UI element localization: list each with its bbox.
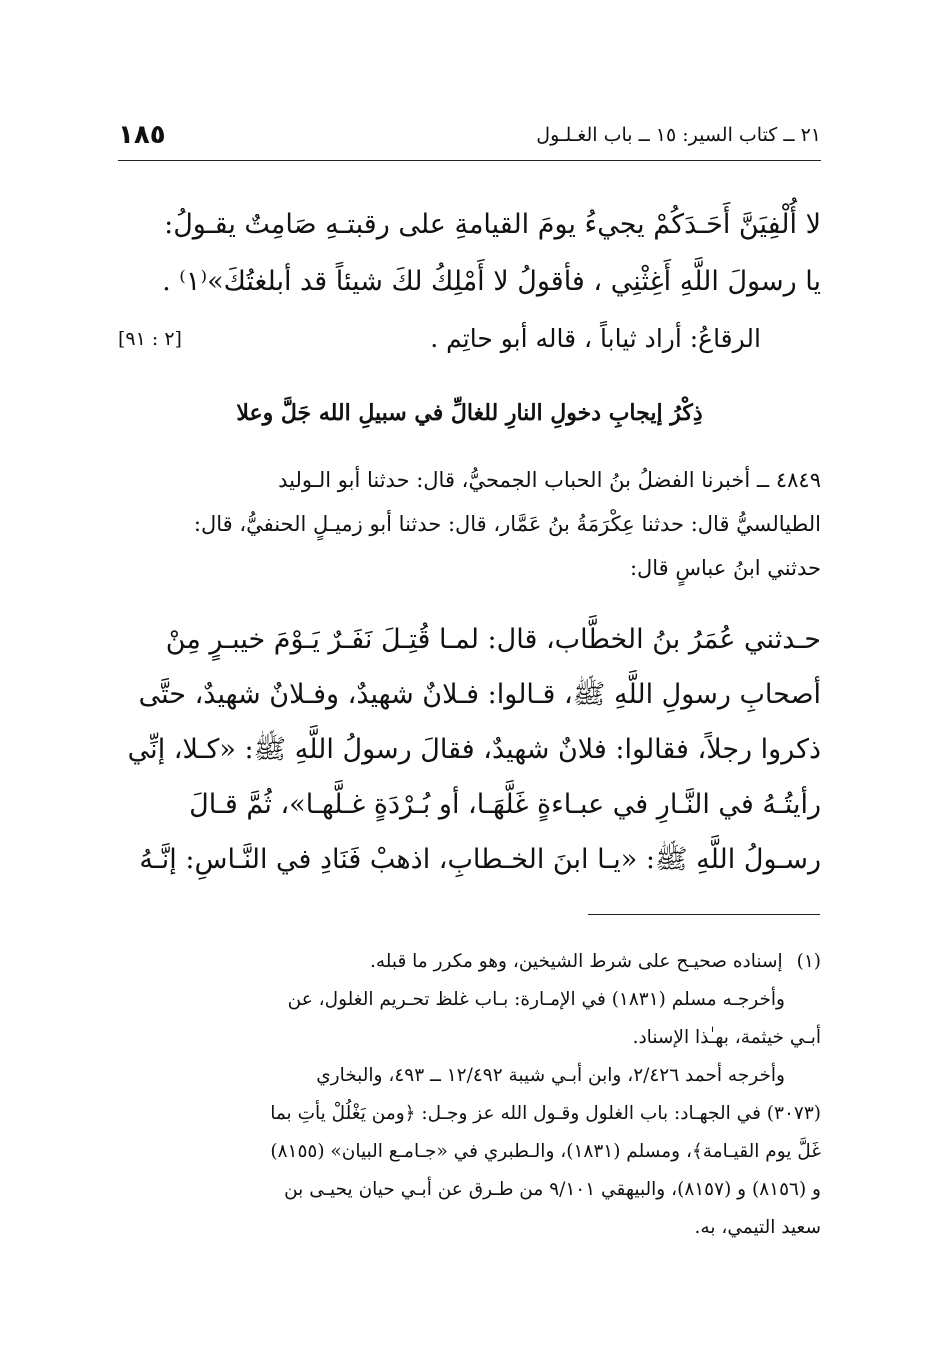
matn-line: رأيتُـهُ في النَّـارِ في عبـاءةٍ غَلَّهَـا، أو بُـرْدَةٍ غـلَّهـا»، ثُمَّ قـالَ bbox=[189, 789, 821, 820]
matn-line: أصحابِ رسولِ اللَّهِ ﷺ، قـالوا: فـلانٌ شهيدٌ، وفـلانٌ شهيدٌ، حتَّى bbox=[138, 679, 821, 710]
isnad-line: حدثني ابنُ عباسٍ قال: bbox=[629, 556, 821, 580]
header-rule bbox=[118, 160, 821, 161]
hadith-line: لا أُلْفِيَنَّ أَحَـدَكُمْ يجيءُ يومَ القيامةِ على رقبتـهِ صَامِتٌ يقـولُ: bbox=[164, 209, 821, 240]
matn-line: رسـولُ اللَّهِ ﷺ: «يـا ابنَ الخـطابِ، اذهبْ فَنَادِ في النَّـاسِ: إنَّـهُ bbox=[139, 844, 821, 875]
page-number: ١٨٥ bbox=[118, 120, 166, 150]
footnote-rule bbox=[588, 914, 820, 915]
matn-line: حـدثني عُمَرُ بنُ الخطَّاب، قال: لمـا قُتِـلَ نَفَـرٌ يَـوْمَ خيبـرٍ مِنْ bbox=[165, 624, 821, 655]
footnote-line: وأخرجـه مسلم (١٨٣١) في الإمـارة: بـاب غلظ تحـريم الغلول، عن bbox=[287, 989, 785, 1010]
hadith-continuation bbox=[118, 196, 821, 310]
footnote-line: و (٨١٥٦) و (٨١٥٧)، والبيهقي ٩/١٠١ من طـرق عن أبـي حيان يحيـى بن bbox=[284, 1179, 821, 1200]
footnote-text: إسناده صحيـح على شرط الشيخين، وهو مكرر ما قبله. bbox=[369, 951, 783, 972]
footnote-number: (١) bbox=[796, 951, 821, 972]
hadith-line: يا رسولَ اللَّهِ أَغِثْنِي ، فأقولُ لا أَمْلِكُ لكَ شيئاً قد أبلغتُكَ»⁽١⁾ . bbox=[162, 266, 821, 297]
gloss-reference: [٢ : ٩١] bbox=[118, 328, 182, 350]
isnad-paragraph bbox=[118, 458, 821, 590]
isnad-line: الطيالسيُّ قال: حدثنا عِكْرَمَةُ بنُ عَمَّار، قال: حدثنا أبو زميـلٍ الحنفيُّ، قال: bbox=[193, 512, 821, 536]
footnote-line bbox=[118, 943, 821, 981]
footnote-line: غَلَّ يوم القيـامة﴾، ومسلم (١٨٣١)، والـطبري في «جـامـع البيان» (٨١٥٥) bbox=[270, 1141, 821, 1162]
footnote-line: أبـي خيثمة، بهـٰذا الإسناد. bbox=[632, 1027, 821, 1048]
matn-paragraph bbox=[118, 612, 821, 887]
gloss-text: الرقاعُ: أراد ثياباً ، قاله أبو حاتِم . bbox=[430, 324, 761, 353]
footnote-line: وأخرجه أحمد ٢/٤٢٦، وابن أبـي شيبة ١٢/٤٩٢ ــ ٤٩٣، والبخاري bbox=[316, 1065, 785, 1086]
isnad-line: ٤٨٤٩ ــ أخبرنا الفضلُ بنُ الحباب الجمحيُّ، قال: حدثنا أبو الـوليد bbox=[278, 468, 821, 492]
section-title: ذِكْرُ إيجابِ دخولِ النارِ للغالِّ في سبيلِ الله جَلَّ وعلا bbox=[236, 400, 703, 426]
footnote-line: (٣٠٧٣) في الجهـاد: باب الغلول وقـول الله عز وجـل: ﴿ومن يَغْلُلْ يأتِ بما bbox=[270, 1103, 821, 1124]
footnote-line: سعيد التيمي، به. bbox=[694, 1217, 821, 1238]
running-head: ٢١ ــ كتاب السير: ١٥ ــ باب الغـلـول bbox=[536, 124, 821, 146]
matn-line: ذكروا رجلاً، فقالوا: فلانٌ شهيدٌ، فقالَ رسولُ اللَّهِ ﷺ: «كـلا، إنِّي bbox=[127, 734, 821, 765]
footnote bbox=[118, 943, 821, 1247]
gloss-row bbox=[118, 318, 821, 364]
page-header bbox=[118, 118, 821, 160]
